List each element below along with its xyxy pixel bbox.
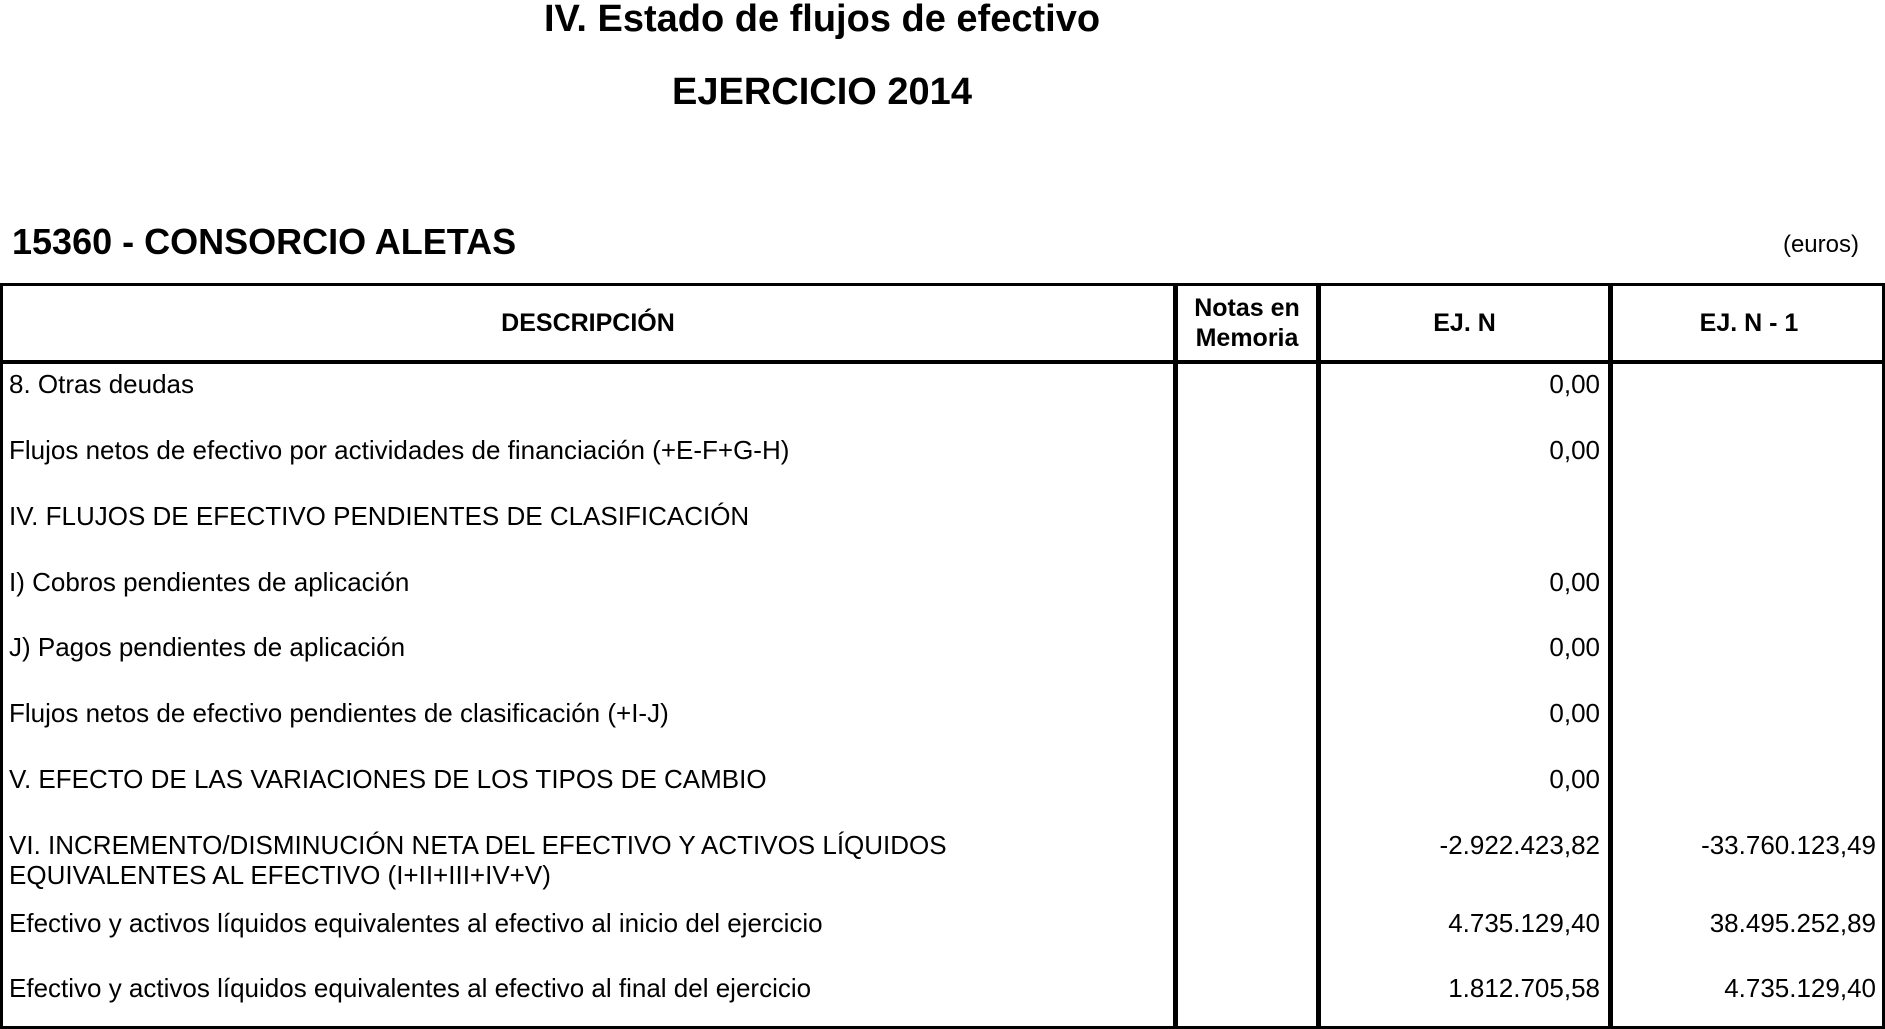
row-value-n: 0,00 (1549, 698, 1600, 728)
column-divider (1173, 286, 1178, 1026)
row-value-n: 0,00 (1549, 567, 1600, 597)
row-description: 8. Otras deudas (9, 369, 194, 399)
row-value-n: 0,00 (1549, 369, 1600, 399)
row-description-line1: VI. INCREMENTO/DISMINUCIÓN NETA DEL EFECTIVO Y ACTIVOS LÍQUIDOS (9, 830, 947, 860)
row-value-n: 4.735.129,40 (1448, 908, 1600, 938)
row-value-n: 0,00 (1549, 632, 1600, 662)
row-description: I) Cobros pendientes de aplicación (9, 567, 410, 597)
header-notes (1178, 286, 1316, 360)
entity-heading: 15360 - CONSORCIO ALETAS (12, 221, 517, 262)
row-value-n-1: 4.735.129,40 (1724, 973, 1876, 1003)
row-value-n-1: 38.495.252,89 (1709, 908, 1876, 938)
header-notes-line1: Notas en (1194, 294, 1300, 322)
row-description: Flujos netos de efectivo pendientes de clasificación (+I-J) (9, 698, 669, 728)
header-divider (3, 360, 1882, 364)
row-value-n-1: -33.760.123,49 (1701, 830, 1876, 860)
row-value-n: 0,00 (1549, 764, 1600, 794)
row-value-n: 0,00 (1549, 435, 1600, 465)
row-description-line2: EQUIVALENTES AL EFECTIVO (I+II+III+IV+V) (9, 860, 551, 890)
cash-flow-table (0, 283, 1885, 1029)
row-description: J) Pagos pendientes de aplicación (9, 632, 406, 662)
column-divider (1608, 286, 1613, 1026)
row-description: Efectivo y activos líquidos equivalentes al efectivo al final del ejercicio (9, 973, 812, 1003)
row-description (9, 830, 1159, 890)
row-value-n: 1.812.705,58 (1448, 973, 1600, 1003)
document-subtitle: EJERCICIO 2014 (672, 71, 972, 113)
row-description: Flujos netos de efectivo por actividades de financiación (+E-F+G-H) (9, 435, 790, 465)
header-notes-line2: Memoria (1195, 324, 1299, 352)
header-year-n: EJ. N (1433, 309, 1496, 337)
currency-unit: (euros) (1782, 231, 1859, 258)
row-description: IV. FLUJOS DE EFECTIVO PENDIENTES DE CLASIFICACIÓN (9, 501, 750, 531)
row-value-n: -2.922.423,82 (1439, 830, 1600, 860)
header-description: DESCRIPCIÓN (501, 309, 675, 337)
header-year-n-1: EJ. N - 1 (1699, 309, 1799, 337)
row-description: V. EFECTO DE LAS VARIACIONES DE LOS TIPOS DE CAMBIO (9, 764, 767, 794)
document-title: IV. Estado de flujos de efectivo (543, 0, 1101, 40)
row-description: Efectivo y activos líquidos equivalentes al efectivo al inicio del ejercicio (9, 908, 823, 938)
